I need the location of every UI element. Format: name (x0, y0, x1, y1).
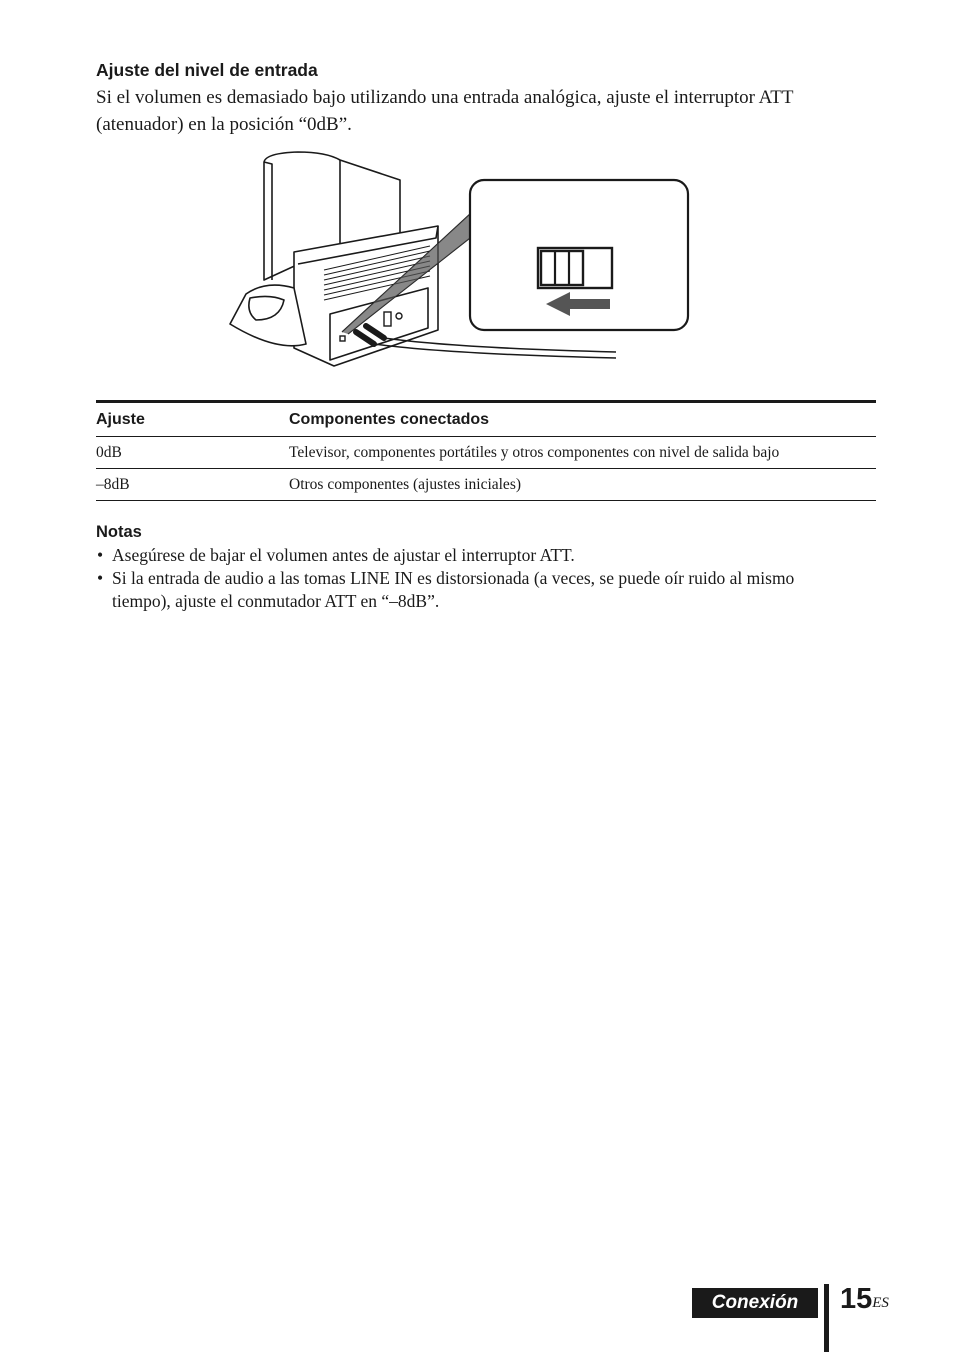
setting-cell: 0dB (96, 437, 289, 469)
charging-stand-illustration (226, 148, 696, 372)
components-cell: Televisor, componentes portátiles y otros componentes con nivel de salida bajo (289, 437, 876, 469)
list-item (96, 567, 856, 613)
table-row (96, 469, 876, 501)
note-text: Asegúrese de bajar el volumen antes de ajustar el interruptor ATT. (112, 545, 575, 565)
table-header-row (96, 402, 876, 437)
notes-title: Notas (96, 523, 142, 541)
column-header-components: Componentes conectados (289, 402, 876, 437)
setting-cell: –8dB (96, 469, 289, 501)
bullet-icon: • (97, 568, 104, 588)
list-item (96, 544, 856, 567)
bullet-icon: • (97, 545, 104, 565)
section-heading: Ajuste del nivel de entrada (96, 60, 318, 80)
notes-list (96, 544, 856, 613)
components-cell: Otros componentes (ajustes iniciales) (289, 469, 876, 501)
footer-divider (824, 1284, 829, 1352)
column-header-setting: Ajuste (96, 402, 289, 437)
page-language-suffix: ES (872, 1295, 889, 1311)
table-row (96, 437, 876, 469)
intro-paragraph: Si el volumen es demasiado bajo utilizando una entrada analógica, ajuste el interruptor ATT (atenuador) en la posición “0dB”. (96, 87, 794, 135)
att-switch-icon (538, 248, 612, 288)
page-number (840, 1281, 889, 1317)
page-number-value: 15 (840, 1283, 873, 1315)
settings-table (96, 400, 876, 501)
section-tab-label: Conexión (692, 1288, 818, 1318)
note-text: Si la entrada de audio a las tomas LINE IN es distorsionada (a veces, se puede oír ruido al mismo tiempo), ajuste el conmutador ATT en “–8dB”. (112, 568, 795, 611)
